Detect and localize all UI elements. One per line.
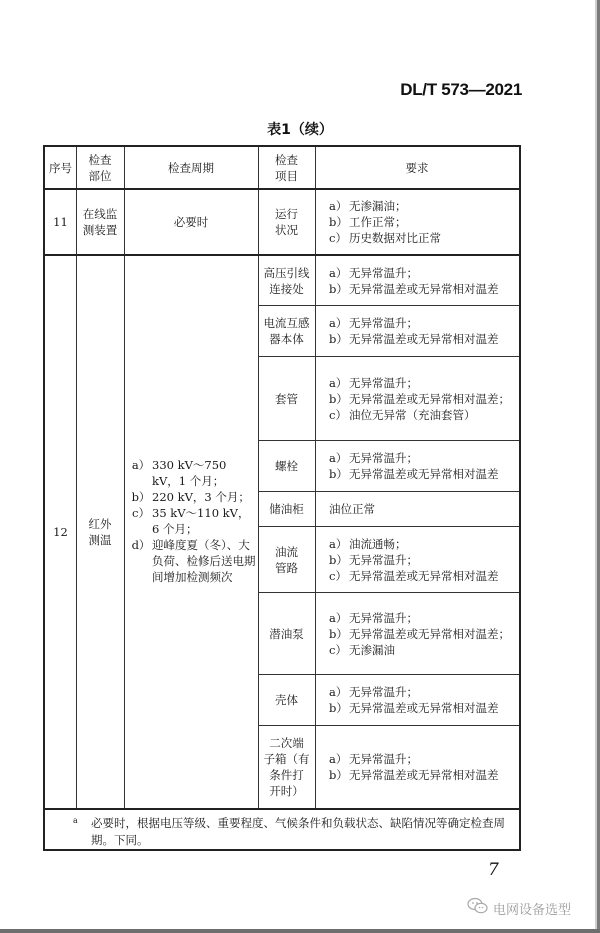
req-ct-body xyxy=(315,306,519,356)
header-no xyxy=(45,147,76,188)
period-text: 35 kV～110 kV，6 个月； xyxy=(152,506,250,536)
item-text: 储油柜 xyxy=(269,502,304,516)
list-marker: a） xyxy=(329,265,348,280)
req-oil-pump xyxy=(315,593,519,674)
header-label: 项目 xyxy=(275,168,298,183)
wechat-icon xyxy=(467,897,489,919)
requirement-text: 无渗漏油； xyxy=(349,199,407,213)
list-marker: b） xyxy=(329,768,348,782)
part-text: 测装置 xyxy=(82,223,118,237)
requirement-text: 无异常温差或无异常相对温差 xyxy=(349,467,499,481)
requirement-text: 工作正常； xyxy=(349,215,407,229)
item-oil-pump xyxy=(258,593,315,674)
table-footnote xyxy=(45,811,519,851)
list-marker: c） xyxy=(132,506,150,520)
header-label: 检查周期 xyxy=(168,160,214,175)
req-bushing xyxy=(315,357,519,440)
item-tank xyxy=(258,675,315,725)
item-text: 运行 xyxy=(275,207,298,221)
requirement-text: 无渗漏油 xyxy=(349,642,395,657)
item-text: 管路 xyxy=(275,560,298,575)
list-marker: b） xyxy=(329,552,348,567)
inspection-table xyxy=(43,145,521,851)
item-text: 螺栓 xyxy=(275,459,298,473)
row-item xyxy=(258,190,315,254)
header-label: 部位 xyxy=(88,168,112,183)
list-marker: a） xyxy=(329,685,348,699)
item-hv-lead xyxy=(258,256,315,305)
requirement-text: 无异常温差或无异常相对温差； xyxy=(349,391,510,406)
requirement-text: 油位正常 xyxy=(329,502,375,516)
period-text: 迎峰度夏（冬）、大负荷、检修后送电期间增加检测频次 xyxy=(152,538,256,584)
list-marker: b） xyxy=(329,281,348,296)
list-marker: b） xyxy=(329,626,348,641)
requirement-text: 无异常温升； xyxy=(349,752,418,766)
item-bolt xyxy=(258,441,315,491)
req-terminal-box xyxy=(315,726,519,808)
requirement-text: 无异常温差或无异常相对温差 xyxy=(349,701,499,715)
req-conservator xyxy=(315,492,519,526)
item-text: 油流 xyxy=(275,544,298,559)
requirement-text: 无异常温差或无异常相对温差 xyxy=(349,768,499,782)
requirement-text: 油位无异常（充油套管） xyxy=(349,407,476,422)
item-text: 壳体 xyxy=(275,693,298,707)
list-marker: a） xyxy=(329,610,348,625)
requirement-text: 无异常温差或无异常相对温差 xyxy=(349,568,499,583)
header-item xyxy=(258,147,315,188)
list-marker: a） xyxy=(329,316,348,330)
header-part xyxy=(76,147,124,188)
footnote-marker: a xyxy=(73,816,78,825)
list-marker: c） xyxy=(329,568,347,583)
list-marker: a） xyxy=(131,458,151,472)
item-text: 高压引线 xyxy=(263,265,310,280)
req-bolt xyxy=(315,441,519,491)
requirement-text: 无异常温升； xyxy=(349,451,418,465)
row-requirement xyxy=(315,190,519,254)
item-text: 潜油泵 xyxy=(269,626,304,641)
item-terminal-box xyxy=(258,726,315,808)
requirement-text: 无异常温升； xyxy=(349,552,418,567)
part-text: 红外 xyxy=(88,517,112,531)
header-requirement xyxy=(315,147,519,188)
header-label: 要求 xyxy=(405,160,429,175)
row-no xyxy=(45,256,76,808)
requirement-text: 无异常温差或无异常相对温差； xyxy=(349,626,510,641)
period-text: 330 kV～750 kV，1 个月； xyxy=(152,458,227,488)
watermark xyxy=(467,897,571,919)
footnote-text: 必要时，根据电压等级、重要程度、气候条件和负载状态、缺陷情况等确定检查周期。下同。 xyxy=(91,816,505,847)
page-edge-bottom xyxy=(0,929,600,933)
list-marker: b） xyxy=(329,391,348,406)
row-part xyxy=(76,256,124,808)
period-text: 必要时 xyxy=(173,215,209,229)
req-tank xyxy=(315,675,519,725)
row-period xyxy=(124,457,258,617)
item-text: 连接处 xyxy=(269,281,304,296)
item-bushing xyxy=(258,357,315,440)
list-marker: c） xyxy=(329,231,347,245)
row-part xyxy=(76,190,124,254)
item-text: 电流互感 xyxy=(263,316,310,330)
requirement-text: 无异常温升； xyxy=(349,610,418,625)
item-conservator xyxy=(258,492,315,526)
list-marker: c） xyxy=(329,642,347,657)
list-marker: b） xyxy=(131,490,151,504)
list-marker: b） xyxy=(329,467,348,481)
list-marker: d） xyxy=(131,538,151,552)
req-hv-lead xyxy=(315,256,519,305)
requirement-text: 无异常温差或无异常相对温差 xyxy=(349,332,499,346)
requirement-text: 无异常温升； xyxy=(349,316,418,330)
list-marker: b） xyxy=(329,215,348,229)
list-marker: b） xyxy=(329,701,348,715)
list-marker: a） xyxy=(329,752,348,766)
page-number: 7 xyxy=(488,860,499,880)
watermark-text: 电网设备选型 xyxy=(493,902,572,918)
item-text: 器本体 xyxy=(269,332,304,346)
item-text: 二次端 xyxy=(269,736,304,750)
header-label: 序号 xyxy=(49,160,72,175)
item-text: 套管 xyxy=(275,391,298,406)
requirement-text: 历史数据对比正常 xyxy=(349,231,441,245)
part-text: 在线监 xyxy=(82,207,118,221)
standard-code: DL/T 573—2021 xyxy=(400,80,522,99)
row-period xyxy=(124,190,258,254)
list-marker: a） xyxy=(329,536,348,551)
requirement-text: 油流通畅； xyxy=(349,536,407,551)
list-marker: a） xyxy=(329,451,348,465)
list-marker: b） xyxy=(329,332,348,346)
period-text: 220 kV，3 个月； xyxy=(152,490,250,504)
part-text: 测温 xyxy=(88,533,112,547)
row-no xyxy=(45,190,76,254)
table-title: 表1（续） xyxy=(267,122,333,138)
item-oil-pipe xyxy=(258,527,315,592)
item-ct-body xyxy=(258,306,315,356)
item-text: 开时） xyxy=(269,784,304,798)
item-text: 条件打 xyxy=(269,768,304,782)
item-text: 子箱（有 xyxy=(263,752,310,766)
requirement-text: 无异常温升； xyxy=(349,375,418,390)
list-marker: c） xyxy=(329,407,347,422)
row-no-text: 12 xyxy=(53,525,68,539)
footnote-divider xyxy=(45,808,519,810)
list-marker: a） xyxy=(329,375,348,390)
header-label: 检查 xyxy=(88,152,112,167)
requirement-text: 无异常温升； xyxy=(349,265,418,280)
row-no-text: 11 xyxy=(53,215,68,229)
req-oil-pipe xyxy=(315,527,519,592)
header-label: 检查 xyxy=(275,152,298,167)
item-text: 状况 xyxy=(275,223,298,237)
requirement-text: 无异常温升； xyxy=(349,685,418,699)
list-marker: a） xyxy=(329,199,348,213)
requirement-text: 无异常温差或无异常相对温差 xyxy=(349,281,499,296)
header-period xyxy=(124,147,258,188)
